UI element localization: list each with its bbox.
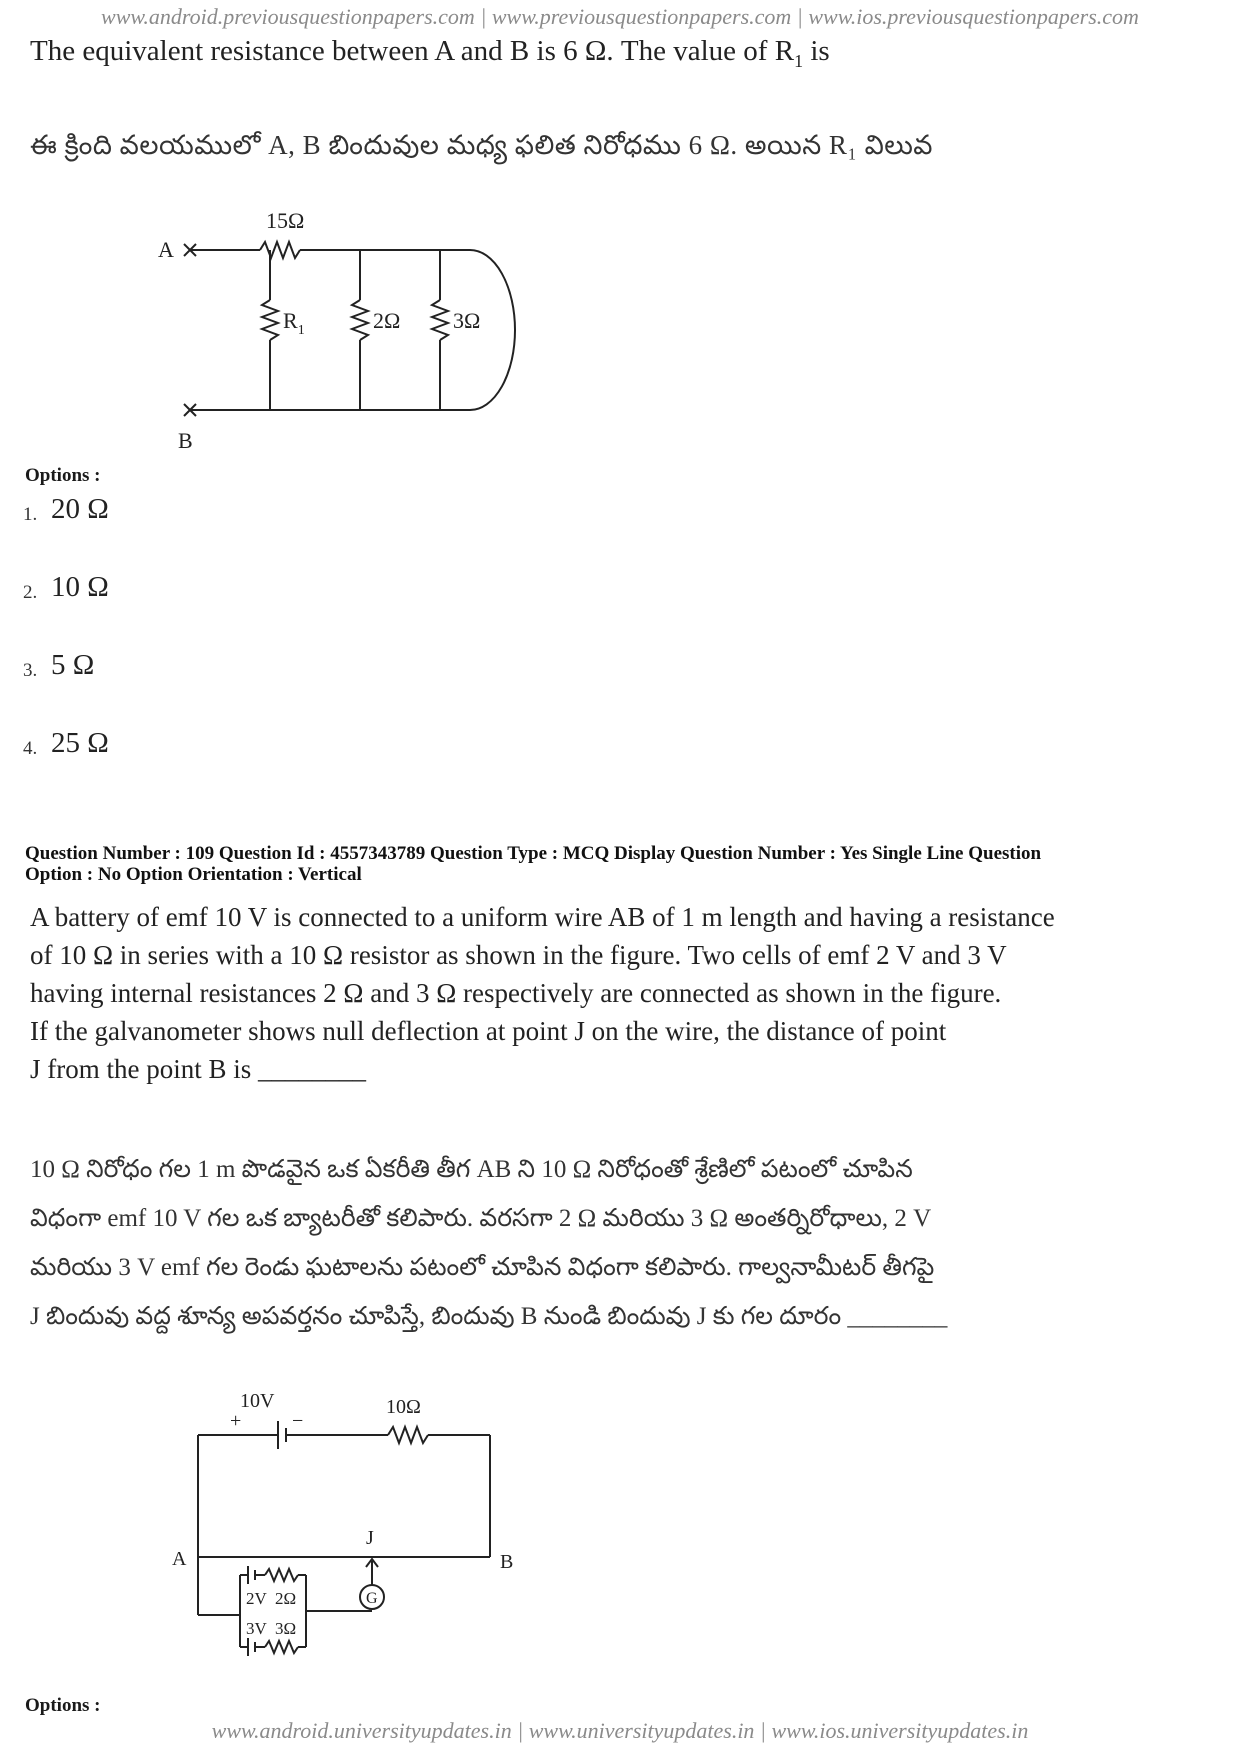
question2-text-en [30,898,1150,1088]
question1-text-en [30,32,830,80]
option-2[interactable] [23,571,109,604]
q1-label-b: B [178,428,193,453]
q2-label-10v: 10V [240,1390,275,1412]
question2-text-te-line: 10 Ω నిరోధం గల 1 m పొడవైన ఒక ఏకరీతి తీగ AB ని 10 Ω నిరోధంతో శ్రేణిలో పటంలో చూపిన [30,1156,913,1183]
watermark-bottom: www.android.universityupdates.in | www.universityupdates.in | www.ios.universityupdates.in [211,1718,1029,1743]
option-2-number: 2. [23,582,38,603]
q2-label-10ohm: 10Ω [386,1396,421,1418]
question2-text-te [30,1145,1170,1341]
option-4-value: 25 Ω [51,727,109,759]
q1-label-r1 [283,308,305,338]
option-1[interactable] [23,493,109,526]
question2-circuit-figure [160,1385,560,1660]
question2-text-en-line: If the galvanometer shows null deflection at point J on the wire, the distance of point [30,1016,947,1046]
q1-label-r1-main: R [283,308,298,333]
question2-text-en-line: J from the point B is ________ [30,1054,366,1084]
q2-label-minus: − [292,1410,304,1432]
question1-text-en-sub: 1 [794,50,804,71]
q2-label-3ohm: 3Ω [275,1619,297,1638]
question2-text-en-line: having internal resistances 2 Ω and 3 Ω respectively are connected as shown in the figure. [30,978,1002,1008]
option-3-number: 3. [23,660,38,681]
q2-label-j: J [366,1527,374,1549]
q2-galvanometer-g: G [366,1590,378,1607]
q2-label-a: A [172,1548,187,1570]
q2-label-2v: 2V [246,1589,267,1608]
question2-meta [25,843,1225,885]
option-1-value: 20 Ω [51,493,109,525]
option-4-number: 4. [23,738,38,759]
q1-label-r1-sub: 1 [297,323,305,338]
question1-text-en-end: is [803,35,830,67]
q2-label-2ohm: 2Ω [275,1589,297,1608]
q1-label-2ohm: 2Ω [373,308,401,333]
watermark-top: www.android.previousquestionpapers.com | www.previousquestionpapers.com | www.ios.previousquestionpapers.com [101,4,1139,29]
question2-text-te-line: మరియు 3 V emf గల రెండు ఘటాలను పటంలో చూపిన విధంగా కలిపారు. గాల్వనామీటర్ తీగపై [30,1254,935,1281]
question2-text-en-line: A battery of emf 10 V is connected to a uniform wire AB of 1 m length and having a resistance [30,902,1055,932]
question1-circuit-figure [150,200,550,460]
option-1-number: 1. [23,504,38,525]
q2-label-b: B [500,1551,514,1573]
q1-label-a: A [158,237,174,262]
question2-text-te-line: విధంగా emf 10 V గల ఒక బ్యాటరీతో కలిపారు. వరసగా 2 Ω మరియు 3 Ω అంతర్నిరోధాలు, 2 V [30,1205,932,1232]
q1-label-15ohm: 15Ω [266,208,305,233]
option-4[interactable] [23,727,109,760]
question2-meta-line1: Question Number : 109 Question Id : 4557343789 Question Type : MCQ Display Question Number : Yes Single Line Question [25,843,1042,864]
question1-text-en-main: The equivalent resistance between A and B is 6 Ω. The value of R [30,35,795,67]
q2-label-plus: + [230,1410,242,1432]
question1-text-te: ఈ క్రింది వలయములో A, B బిందువుల మధ్య ఫలిత నిరోధము 6 Ω. అయిన R₁ విలువ [30,130,933,160]
question2-text-te-line: J బిందువు వద్ద శూన్య అపవర్తనం చూపిస్తే, బిందువు B నుండి బిందువు J కు గల దూరం ________ [30,1303,948,1330]
option-3-value: 5 Ω [51,649,95,681]
question1-options-label: Options : [25,465,101,486]
option-3[interactable] [23,649,94,682]
option-2-value: 10 Ω [51,571,109,603]
q1-label-3ohm: 3Ω [453,308,481,333]
question2-text-en-line: of 10 Ω in series with a 10 Ω resistor as shown in the figure. Two cells of emf 2 V and 3 V [30,940,1007,970]
q2-label-3v: 3V [246,1619,267,1638]
question2-options-label: Options : [25,1695,101,1716]
question2-meta-line2: Option : No Option Orientation : Vertical [25,864,362,885]
